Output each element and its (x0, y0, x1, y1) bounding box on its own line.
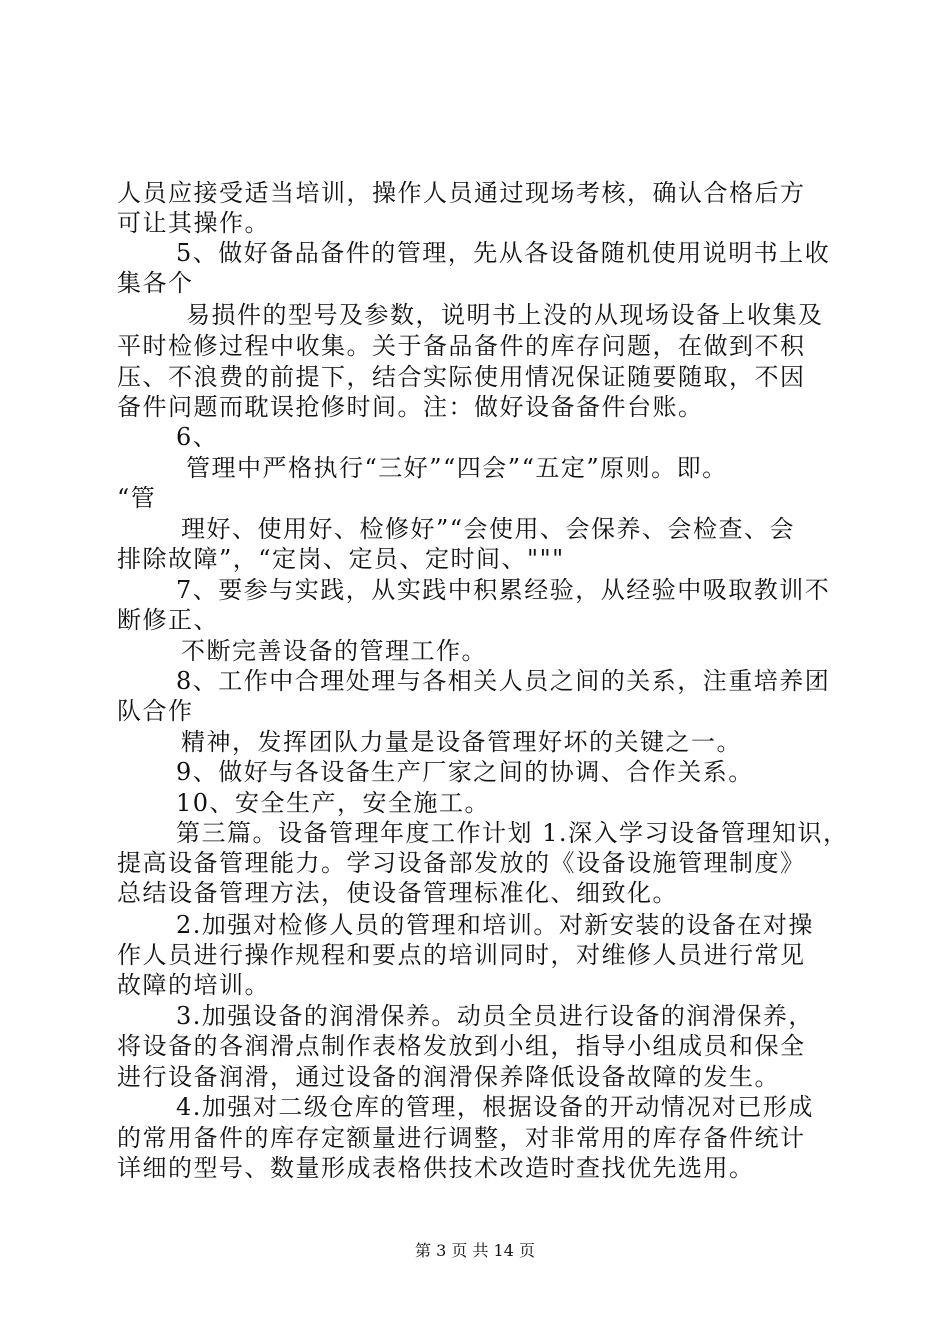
page-number-footer: 第 3 页 共 14 页 (415, 1241, 535, 1260)
text-line: 备件问题而耽误抢修时间。注：做好设备备件台账。 (117, 393, 704, 421)
text-line: 提高设备管理能力。学习设备部发放的《设备设施管理制度》 (117, 849, 806, 877)
text-line: 8、工作中合理处理与各相关人员之间的关系，注重培养团 (176, 667, 831, 695)
text-line: 易损件的型号及参数，说明书上没的从现场设备上收集及 (186, 301, 824, 329)
text-line: 总结设备管理方法，使设备管理标准化、细致化。 (117, 879, 678, 907)
text-line: 作人员进行操作规程和要点的培训同时，对维修人员进行常见 (117, 941, 806, 969)
text-line: 管理中严格执行“三好”“四会”“五定”原则。即。 (186, 454, 728, 482)
text-line: 7、要参与实践，从实践中积累经验，从经验中吸取教训不 (176, 576, 831, 604)
text-line: 的常用备件的库存定额量进行调整，对非常用的库存备件统计 (117, 1124, 806, 1152)
text-line: 可让其操作。 (117, 209, 270, 237)
text-line: 平时检修过程中收集。关于备品备件的库存问题，在做到不积 (117, 332, 806, 360)
text-line: 理好、使用好、检修好”“会使用、会保养、会检查、会 (181, 515, 796, 543)
text-line: 排除故障”，“定岗、定员、定时间、""" (117, 545, 565, 573)
text-line: 进行设备润滑，通过设备的润滑保养降低设备故障的发生。 (117, 1063, 780, 1091)
text-line: 精神，发挥团队力量是设备管理好坏的关键之一。 (181, 728, 742, 756)
text-line: 2.加强对检修人员的管理和培训。对新安装的设备在对操 (176, 911, 814, 939)
text-line: 断修正、 (117, 606, 219, 634)
text-line: 人员应接受适当培训，操作人员通过现场考核，确认合格后方 (117, 179, 806, 207)
text-line: 队合作 (117, 697, 194, 725)
text-line: 故障的培训。 (117, 971, 270, 999)
text-line: 6、 (176, 423, 219, 451)
text-line: 3.加强设备的润滑保养。动员全员进行设备的润滑保养， (176, 1002, 814, 1030)
text-line: 不断完善设备的管理工作。 (181, 637, 487, 665)
text-line: 第三篇。设备管理年度工作计划 1.深入学习设备管理知识， (176, 819, 849, 847)
text-line: 集各个 (117, 269, 194, 297)
text-line: 4.加强对二级仓库的管理，根据设备的开动情况对已形成 (176, 1093, 814, 1121)
text-line: 5、做好备品备件的管理，先从各设备随机使用说明书上收 (176, 239, 831, 267)
text-line: “管 (117, 484, 157, 512)
text-line: 压、不浪费的前提下，结合实际使用情况保证随要随取，不因 (117, 363, 806, 391)
text-line: 将设备的各润滑点制作表格发放到小组，指导小组成员和保全 (117, 1032, 806, 1060)
text-line: 10、安全生产，安全施工。 (176, 789, 491, 817)
text-line: 详细的型号、数量形成表格供技术改造时查找优先选用。 (117, 1154, 755, 1182)
text-line: 9、做好与各设备生产厂家之间的协调、合作关系。 (176, 758, 754, 786)
